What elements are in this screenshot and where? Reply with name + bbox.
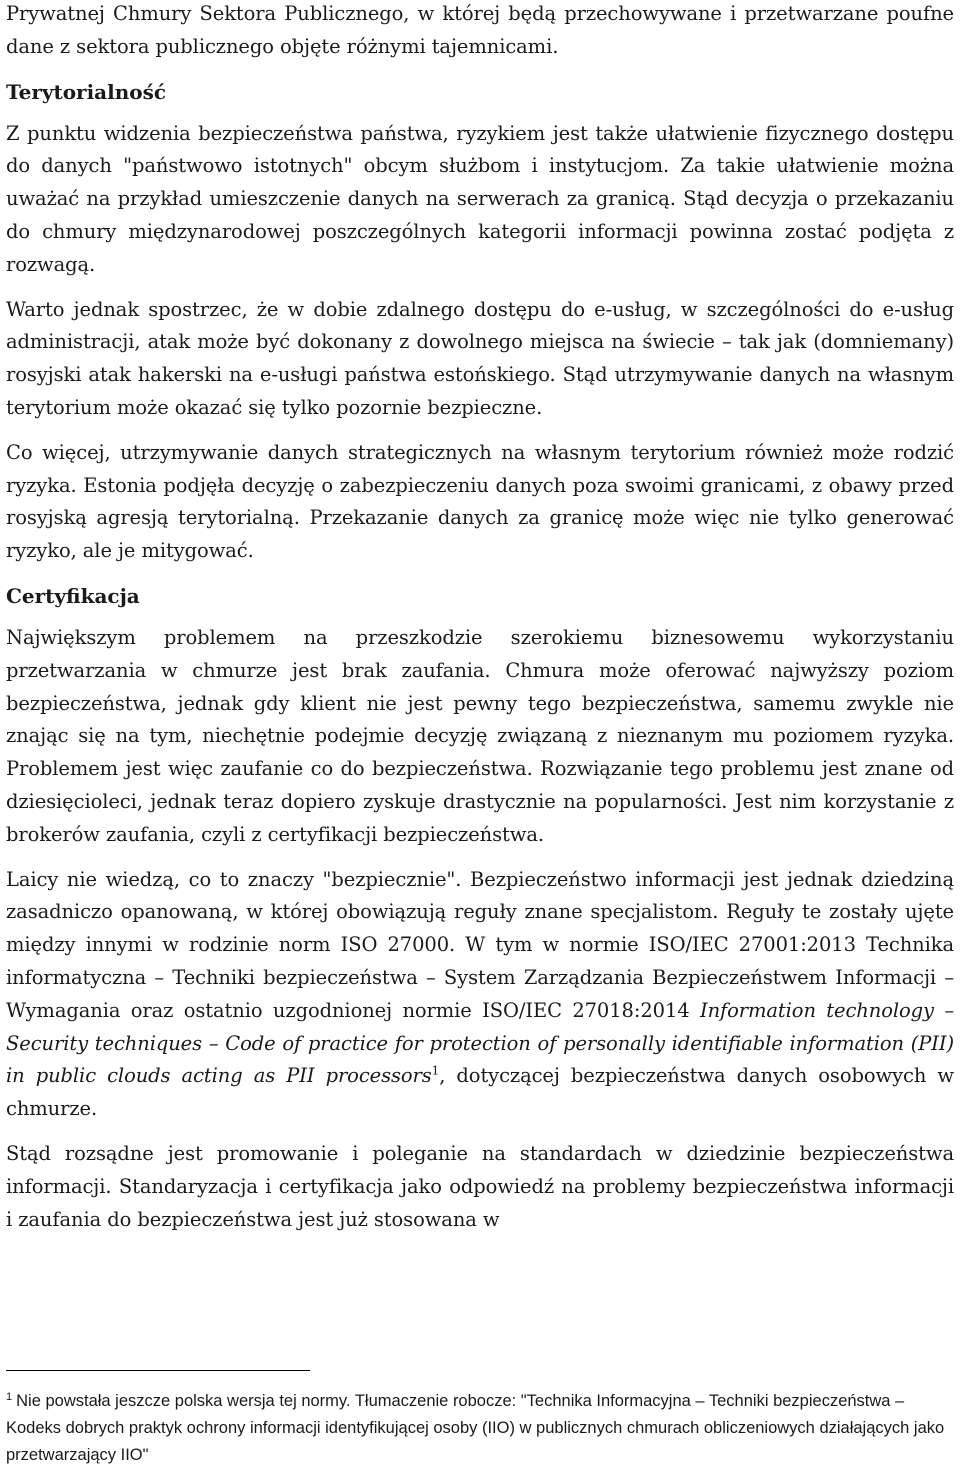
certification-paragraph-2 — [6, 864, 954, 1126]
section-heading-certification: Certyfikacja — [6, 583, 140, 608]
certification-paragraph-2-end: , dotyczącej bezpieczeństwa danych osobowych w chmurze. — [6, 1064, 954, 1121]
territoriality-paragraph-1: Z punktu widzenia bezpieczeństwa państwa, ryzykiem jest także ułatwienie fizycznego dostępu do danych "państwowo istotnych" obcym służbom i instytucjom. Za takie ułatwienie można uważać na przykład umieszczenie danych na serwerach za granicą. Stąd decyzja o przekazaniu do chmury międzynarodowej poszczególnych kategorii informacji powinna zostać podjęta z rozwagą. — [6, 121, 954, 276]
territoriality-paragraph-2: Warto jednak spostrzec, że w dobie zdalnego dostępu do e-usług, w szczególności do e-usług administracji, atak może być dokonany z dowolnego miejsca na świecie – tak jak (domniemany) rosyjski atak hakerski na e-usługi państwa estońskiego. Stąd utrzymywanie danych na własnym terytorium może okazać się tylko pozornie bezpieczne. — [6, 297, 954, 419]
footnote-text: Nie powstała jeszcze polska wersja tej normy. Tłumaczenie robocze: "Technika Informacyjna – Techniki bezpieczeństwa – Kodeks dobrych praktyk ochrony informacji identyfikującej osoby (IIO) w publicznych chmurach obliczeniowych działających jako przetwarzający IIO" — [6, 1392, 945, 1464]
section-heading-territoriality: Terytorialność — [6, 79, 167, 104]
footnote — [6, 1388, 954, 1469]
intro-paragraph: Prywatnej Chmury Sektora Publicznego, w której będą przechowywane i przetwarzane poufne dane z sektora publicznego objęte różnymi tajemnicami. — [6, 2, 954, 58]
certification-paragraph-3: Stąd rozsądne jest promowanie i poleganie na standardach w dziedzinie bezpieczeństwa informacji. Standaryzacja i certyfikacja jako odpowiedź na problemy bezpieczeństwa informacji i zaufania do bezpieczeństwa jest już stosowana w — [6, 1141, 954, 1231]
footnote-separator — [6, 1370, 310, 1371]
certification-paragraph-2-text: Laicy nie wiedzą, co to znaczy "bezpiecznie". Bezpieczeństwo informacji jest jednak dziedziną zasadniczo opanowaną, w której obowiązują reguły znane specjalistom. Reguły te zostały ujęte między innymi w rodzinie norm ISO 27000. W tym w normie ISO/IEC 27001:2013 Technika informatyczna – Techniki bezpieczeństwa – System Zarządzania Bezpieczeństwem Informacji – Wymagania oraz ostatnio uzgodnionej normie ISO/IEC 27018:2014 — [6, 867, 954, 1022]
footnote-reference[interactable]: 1 — [431, 1063, 440, 1078]
iso-27018-title: Information technology – Security techniques – Code of practice for protection of personally identifiable information (PII) in public clouds acting as PII processors — [6, 998, 954, 1088]
certification-paragraph-1: Największym problemem na przeszkodzie szerokiemu biznesowemu wykorzystaniu przetwarzania w chmurze jest brak zaufania. Chmura może oferować najwyższy poziom bezpieczeństwa, jednak gdy klient nie jest pewny tego bezpieczeństwa, samemu zwykle nie znając się na tym, niechętnie podejmie decyzję związaną z nieznanym mu poziomem ryzyka. Problemem jest więc zaufanie co do bezpieczeństwa. Rozwiązanie tego problemu jest znane od dziesięcioleci, jednak teraz dopiero zyskuje drastycznie na popularności. Jest nim korzystanie z brokerów zaufania, czyli z certyfikacji bezpieczeństwa. — [6, 625, 954, 846]
territoriality-paragraph-3: Co więcej, utrzymywanie danych strategicznych na własnym terytorium również może rodzić ryzyka. Estonia podjęła decyzję o zabezpieczeniu danych poza swoimi granicami, z obawy przed rosyjską agresją terytorialną. Przekazanie danych za granicę może więc nie tylko generować ryzyko, ale je mitygować. — [6, 440, 954, 563]
footnote-number: 1 — [6, 1390, 13, 1403]
